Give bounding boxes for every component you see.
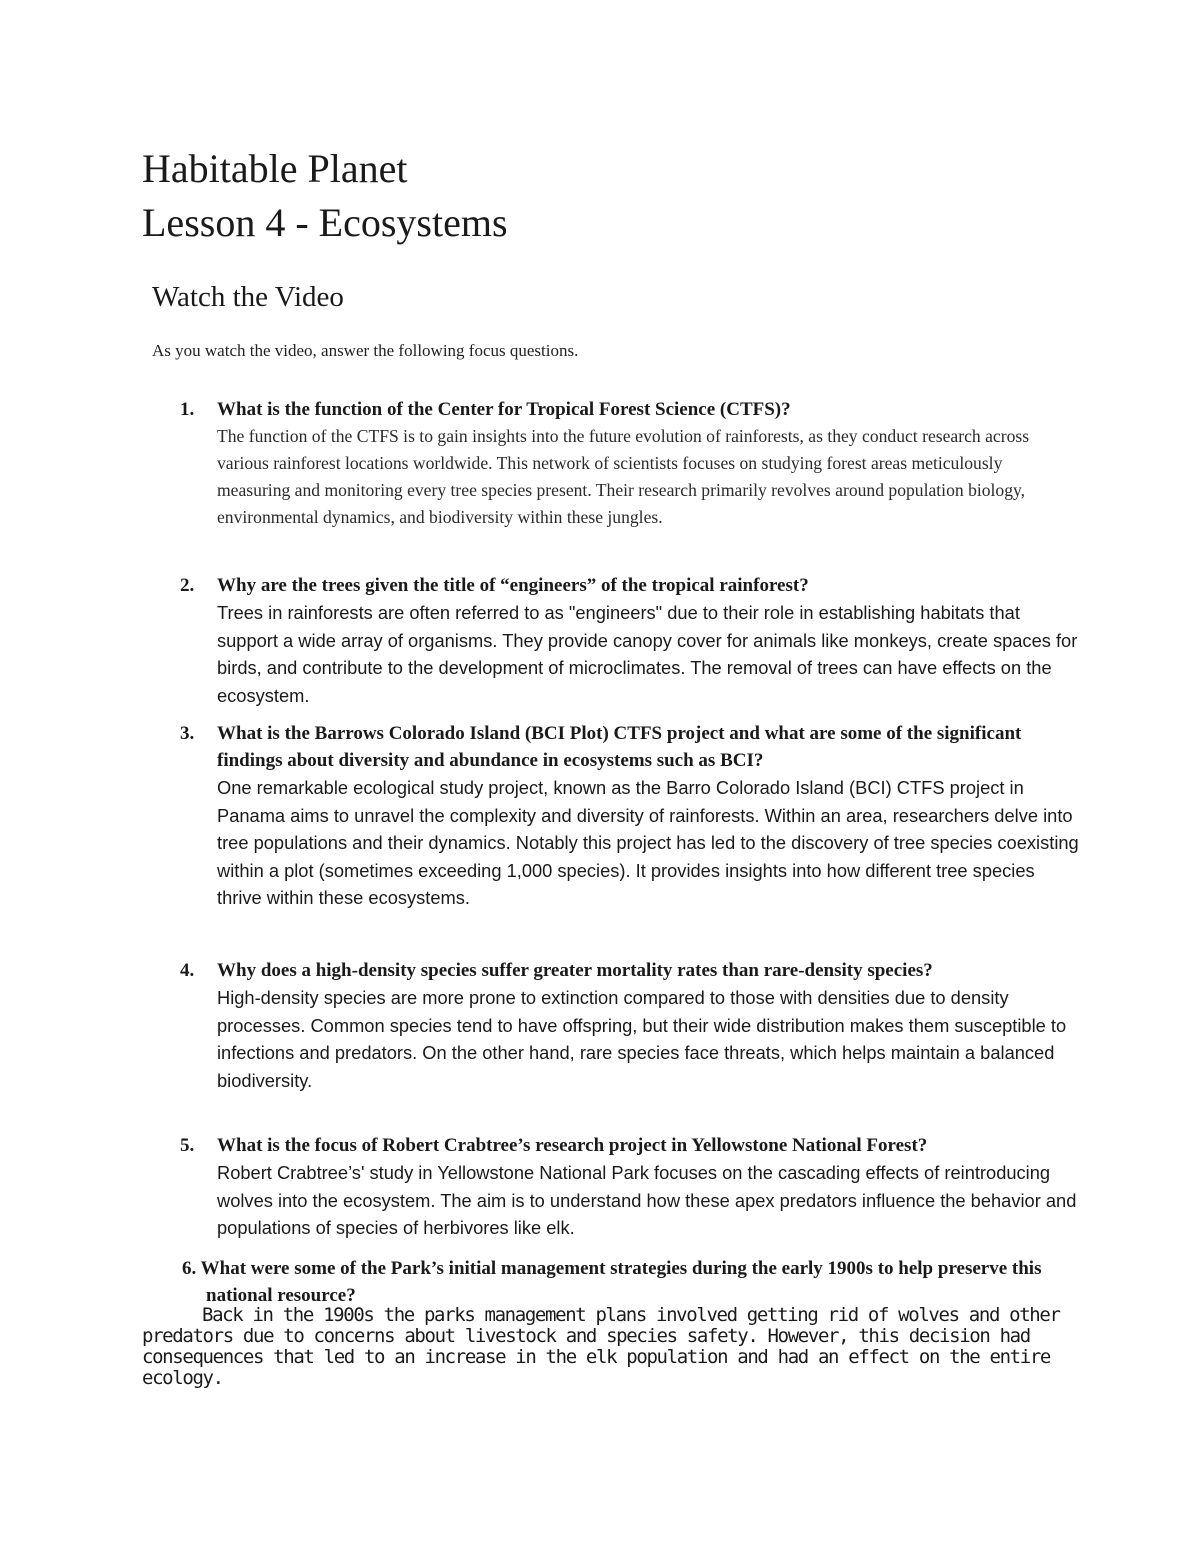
question-item (180, 957, 1080, 1094)
question-text: What is the focus of Robert Crabtree’s research project in Yellowstone National Forest? (217, 1135, 928, 1156)
answer-text: One remarkable ecological study project, known as the Barro Colorado Island (BCI) CTFS project in Panama aims to unravel the complexity and diversity of rainforests. Within an area, researchers delve into tree populations and their dynamics. Notably this project has led to the discovery of tree species coexisting within a plot (sometimes exceeding 1,000 species). It provides insights into how different tree species thrive within these ecosystems. (217, 777, 1079, 908)
question-number: 4. (180, 960, 195, 981)
lesson-title: Lesson 4 - Ecosystems (142, 200, 508, 245)
question-item (182, 1255, 1062, 1309)
question-text: Why are the trees given the title of “engineers” of the tropical rainforest? (217, 575, 809, 596)
answer-text: Back in the 1900s the parks management plans involved getting rid of wolves and other predators due to concerns about livestock and species safety. However, this decision had consequences that led to an increase in the elk population and had an effect on the entire ecology. (142, 1304, 1060, 1389)
question-text: 6. What were some of the Park’s initial management strategies during the early 1900s to help preserve this national resource? (182, 1258, 1042, 1306)
question-text: Why does a high-density species suffer greater mortality rates than rare-density species? (217, 960, 933, 981)
question-text: What is the function of the Center for Tropical Forest Science (CTFS)? (217, 399, 791, 420)
question-item (180, 396, 1080, 531)
question-number: 3. (180, 723, 195, 744)
answer-text: Trees in rainforests are often referred to as "engineers" due to their role in establishing habitats that support a wide array of organisms. They provide canopy cover for animals like monkeys, create spaces for birds, and contribute to the development of microclimates. The removal of trees can have effects on the ecosystem. (217, 602, 1078, 706)
section-heading: Watch the Video (152, 281, 344, 313)
question-item (180, 572, 1080, 709)
intro-text: As you watch the video, answer the following focus questions. (152, 341, 579, 360)
question-number: 5. (180, 1135, 195, 1156)
question-number: 1. (180, 399, 195, 420)
question-number: 2. (180, 575, 195, 596)
answer-text: Robert Crabtree’s' study in Yellowstone National Park focuses on the cascading effects of reintroducing wolves into the ecosystem. The aim is to understand how these apex predators influence the behavior and populations of species of herbivores like elk. (217, 1162, 1077, 1238)
answer-text: The function of the CTFS is to gain insights into the future evolution of rainforests, as they conduct research across various rainforest locations worldwide. This network of scientists focuses on studying forest areas meticulously measuring and monitoring every tree species present. Their research primarily revolves around population biology, environmental dynamics, and biodiversity within these jungles. (217, 426, 1030, 527)
document-title: Habitable Planet (142, 146, 408, 191)
question-item (180, 720, 1080, 912)
answer-text: High-density species are more prone to extinction compared to those with densities due to density processes. Common species tend to have offspring, but their wide distribution makes them susceptible to infections and predators. On the other hand, rare species face threats, which helps maintain a balanced biodiversity. (217, 987, 1067, 1091)
question-item (180, 1132, 1080, 1242)
question-text: What is the Barrows Colorado Island (BCI Plot) CTFS project and what are some of the significant findings about diversity and abundance in ecosystems such as BCI? (217, 723, 1022, 771)
